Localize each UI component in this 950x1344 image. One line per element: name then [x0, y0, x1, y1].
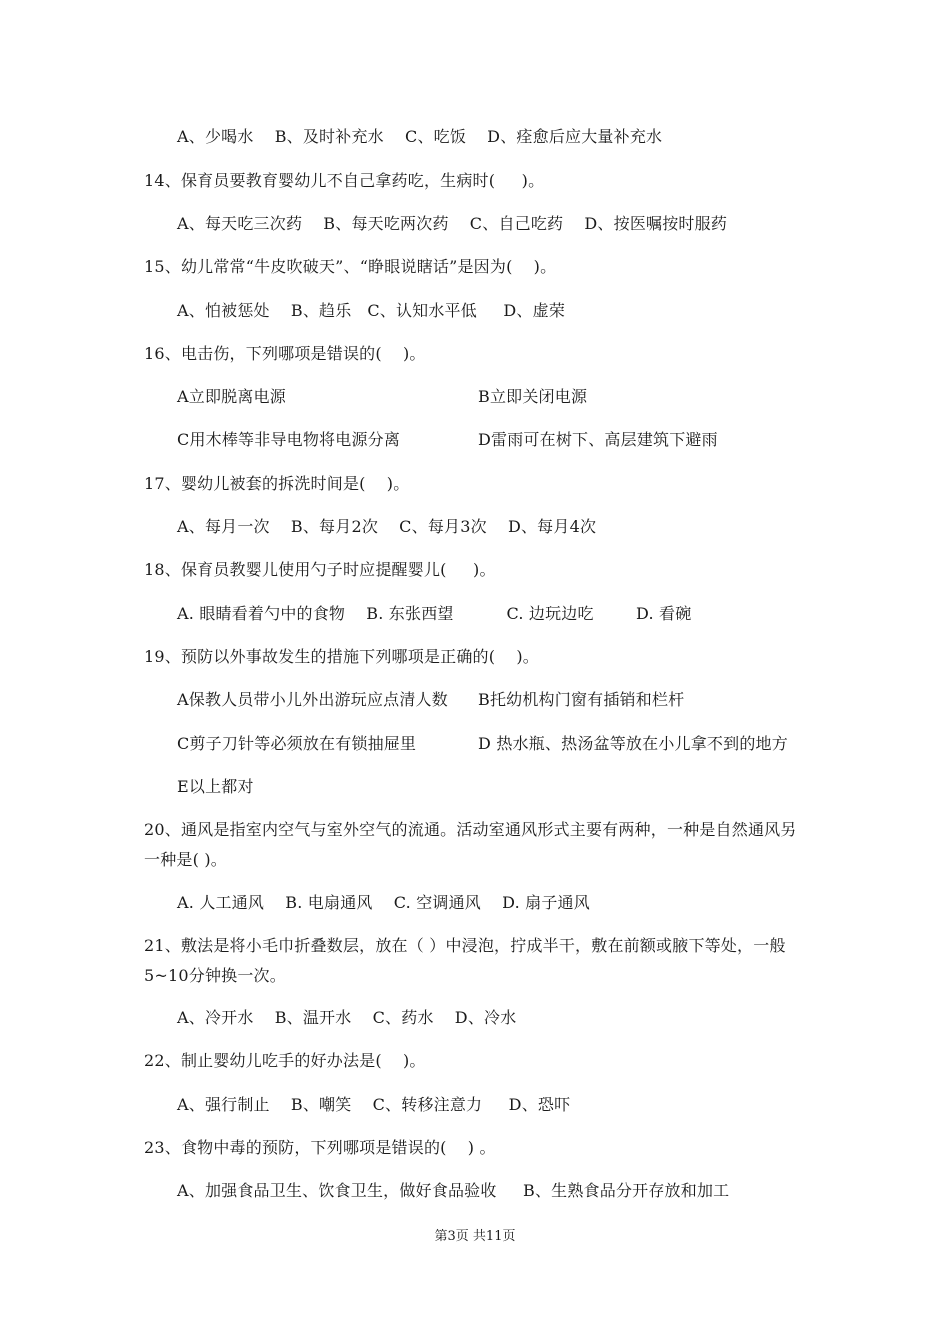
- q23-options: A、加强食品卫生、饮食卫生，做好食品验收 B、生熟食品分开存放和加工: [177, 1181, 730, 1200]
- question-20: 20、通风是指室内空气与室外空气的流通。活动室通风形式主要有两种，一种是自然通风另一种是( )。: [144, 820, 797, 869]
- q22-options: A、强行制止 B、嘲笑 C、转移注意力 D、恐吓: [177, 1095, 571, 1114]
- q16-option-b: B立即关闭电源: [478, 387, 588, 406]
- q19-option-c: C剪子刀针等必须放在有锁抽屉里: [177, 734, 417, 753]
- question-15: 15、幼儿常常“牛皮吹破天”、“睁眼说瞎话”是因为( )。: [144, 257, 557, 276]
- q20-options: A. 人工通风 B. 电扇通风 C. 空调通风 D. 扇子通风: [177, 893, 590, 912]
- q16-option-d: D雷雨可在树下、高层建筑下避雨: [478, 430, 718, 449]
- q13-options: A、少喝水 B、及时补充水 C、吃饭 D、痊愈后应大量补充水: [177, 127, 663, 146]
- q19-option-e: E以上都对: [177, 777, 254, 796]
- q18-options: A. 眼睛看着勺中的食物 B. 东张西望 C. 边玩边吃 D. 看碗: [177, 604, 692, 623]
- q17-options: A、每月一次 B、每月2次 C、每月3次 D、每月4次: [177, 517, 597, 536]
- page-footer: 第3页 共11页: [434, 1229, 516, 1244]
- question-17: 17、婴幼儿被套的拆洗时间是( )。: [144, 474, 410, 493]
- question-14: 14、保育员要教育婴幼儿不自己拿药吃，生病时( )。: [144, 171, 545, 190]
- q19-option-b: B托幼机构门窗有插销和栏杆: [478, 690, 685, 709]
- question-16: 16、电击伤，下列哪项是错误的( )。: [144, 344, 426, 363]
- q19-option-a: A保教人员带小儿外出游玩应点清人数: [177, 690, 448, 709]
- question-19: 19、预防以外事故发生的措施下列哪项是正确的( )。: [144, 647, 539, 666]
- q21-options: A、冷开水 B、温开水 C、药水 D、冷水: [177, 1008, 517, 1027]
- q14-options: A、每天吃三次药 B、每天吃两次药 C、自己吃药 D、按医嘱按时服药: [177, 214, 728, 233]
- question-23: 23、食物中毒的预防，下列哪项是错误的( ) 。: [144, 1138, 496, 1157]
- q16-option-c: C用木棒等非导电物将电源分离: [177, 430, 401, 449]
- q15-options: A、怕被惩处 B、趋乐 C、认知水平低 D、虚荣: [177, 301, 566, 320]
- q19-option-d: D 热水瓶、热汤盆等放在小儿拿不到的地方: [478, 734, 788, 753]
- q16-option-a: A立即脱离电源: [177, 387, 286, 406]
- question-22: 22、制止婴幼儿吃手的好办法是( )。: [144, 1051, 426, 1070]
- question-21: 21、敷法是将小毛巾折叠数层，放在（ ）中浸泡，拧成半干，敷在前额或腋下等处，一般5~10分钟换一次。: [144, 936, 786, 985]
- question-18: 18、保育员教婴儿使用勺子时应提醒婴儿( )。: [144, 560, 496, 579]
